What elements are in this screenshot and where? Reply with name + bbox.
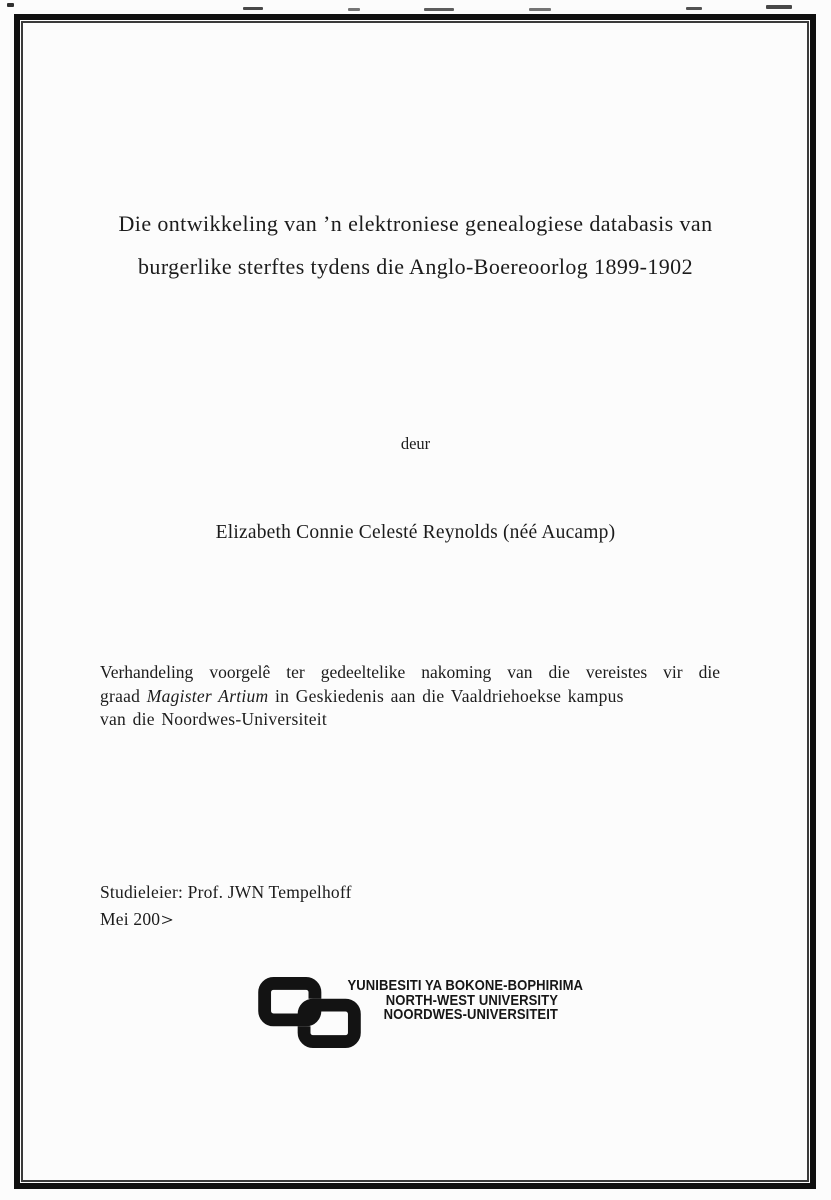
nwu-logo-icon bbox=[258, 977, 361, 1048]
logo-text-line-2: NORTH-WEST UNIVERSITY bbox=[385, 991, 558, 1009]
thesis-title bbox=[30, 202, 801, 288]
author-name: Elizabeth Connie Celesté Reynolds (néé Aucamp) bbox=[215, 522, 616, 543]
scan-artifact bbox=[243, 7, 263, 10]
nwu-logo bbox=[258, 975, 584, 1055]
date-text: Mei 200 bbox=[100, 909, 161, 929]
degree-statement bbox=[100, 661, 720, 732]
byline: deur bbox=[400, 434, 431, 453]
supervisor-line: Studieleier: Prof. JWN Tempelhoff bbox=[100, 882, 352, 902]
degree-statement-line2-prefix: graad bbox=[100, 685, 147, 706]
scan-artifact bbox=[529, 8, 551, 11]
scan-artifact bbox=[766, 5, 792, 9]
scan-artifact bbox=[348, 8, 360, 11]
degree-statement-line-2 bbox=[100, 685, 720, 709]
scan-artifact bbox=[686, 7, 702, 10]
logo-text-line-1: YUNIBESITI YA BOKONE-BOPHIRIMA bbox=[347, 977, 584, 994]
degree-statement-line-3: van die Noordwes-Universiteit bbox=[100, 709, 328, 729]
date-year-glyph: > bbox=[161, 910, 174, 930]
thesis-title-line-2: burgerlike sterftes tydens die Anglo-Boereoorlog 1899-1902 bbox=[138, 254, 693, 279]
supervisor-block bbox=[100, 879, 352, 933]
thesis-title-line-1: Die ontwikkeling van ’n elektroniese genealogiese databasis van bbox=[118, 211, 713, 236]
date-line bbox=[100, 906, 352, 933]
scan-artifact bbox=[7, 3, 14, 7]
nwu-logo-wordmark bbox=[347, 977, 584, 1024]
logo-text-line-3: NOORDWES-UNIVERSITEIT bbox=[383, 1006, 558, 1024]
degree-name-italic: Magister Artium bbox=[146, 685, 269, 706]
degree-statement-line2-suffix: in Geskiedenis aan die Vaaldriehoekse kampus bbox=[268, 685, 624, 706]
scan-artifact bbox=[424, 8, 454, 11]
degree-statement-line-1: Verhandeling voorgelê ter gedeeltelike nakoming van die vereistes vir die bbox=[100, 662, 720, 682]
